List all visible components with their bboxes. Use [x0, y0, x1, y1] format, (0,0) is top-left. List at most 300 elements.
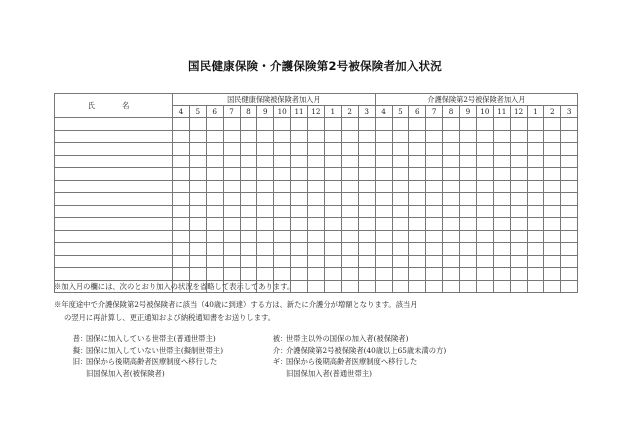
- month-cell: [544, 205, 561, 218]
- month-cell: [476, 143, 493, 156]
- month-cell: [341, 130, 358, 143]
- month-cell: [460, 255, 477, 268]
- month-cell: [257, 168, 274, 181]
- month-cell: [561, 218, 578, 231]
- month-cell: [257, 243, 274, 256]
- month-cell: [443, 218, 460, 231]
- month-cell: [392, 268, 409, 281]
- nhi-month-header: 12: [308, 106, 325, 118]
- month-cell: [426, 168, 443, 181]
- month-cell: [426, 130, 443, 143]
- month-cell: [392, 180, 409, 193]
- month-cell: [223, 205, 240, 218]
- month-cell: [544, 180, 561, 193]
- month-cell: [527, 180, 544, 193]
- month-cell: [173, 130, 190, 143]
- table-header-row-1: [55, 94, 578, 106]
- name-cell: [55, 230, 173, 243]
- month-cell: [257, 180, 274, 193]
- month-cell: [426, 243, 443, 256]
- ltc-month-header: 8: [443, 106, 460, 118]
- month-cell: [443, 205, 460, 218]
- month-cell: [308, 205, 325, 218]
- ltc-month-header: 6: [409, 106, 426, 118]
- month-cell: [341, 205, 358, 218]
- month-cell: [392, 205, 409, 218]
- month-cell: [206, 243, 223, 256]
- month-cell: [510, 243, 527, 256]
- month-cell: [358, 143, 375, 156]
- month-cell: [324, 230, 341, 243]
- month-cell: [308, 130, 325, 143]
- month-cell: [375, 168, 392, 181]
- month-cell: [341, 268, 358, 281]
- month-cell: [527, 155, 544, 168]
- month-cell: [341, 155, 358, 168]
- month-cell: [443, 268, 460, 281]
- month-cell: [274, 155, 291, 168]
- legend-right: [262, 333, 446, 379]
- month-cell: [392, 218, 409, 231]
- month-cell: [206, 168, 223, 181]
- legend-text: 世帯主以外の国保の加入者(被保険者): [286, 334, 409, 343]
- month-cell: [189, 118, 206, 131]
- month-cell: [274, 218, 291, 231]
- month-cell: [460, 230, 477, 243]
- month-cell: [308, 168, 325, 181]
- month-cell: [358, 268, 375, 281]
- month-cell: [189, 268, 206, 281]
- month-cell: [240, 143, 257, 156]
- month-cell: [510, 255, 527, 268]
- month-cell: [493, 193, 510, 206]
- name-column-header: 氏 名: [55, 94, 173, 118]
- month-cell: [240, 218, 257, 231]
- month-cell: [426, 143, 443, 156]
- month-cell: [476, 130, 493, 143]
- month-cell: [493, 255, 510, 268]
- month-cell: [493, 118, 510, 131]
- month-cell: [544, 143, 561, 156]
- month-cell: [443, 230, 460, 243]
- month-cell: [206, 205, 223, 218]
- month-cell: [308, 155, 325, 168]
- month-cell: [527, 168, 544, 181]
- name-cell: [55, 255, 173, 268]
- month-cell: [274, 168, 291, 181]
- month-cell: [493, 268, 510, 281]
- month-cell: [240, 180, 257, 193]
- month-cell: [358, 168, 375, 181]
- month-cell: [223, 143, 240, 156]
- month-cell: [544, 218, 561, 231]
- month-cell: [409, 155, 426, 168]
- month-cell: [544, 168, 561, 181]
- legend-text: 国保に加入している世帯主(普通世帯主): [86, 334, 216, 343]
- name-cell: [55, 205, 173, 218]
- month-cell: [561, 205, 578, 218]
- table-row: [55, 180, 578, 193]
- month-cell: [460, 180, 477, 193]
- legend-key: 普: [72, 334, 80, 343]
- nhi-month-header: 9: [257, 106, 274, 118]
- note-line-2: ※年度途中で介護保険第2号被保険者に該当（40歳に到達）する方は、新たに介護分が増額となります。該当月: [54, 299, 418, 309]
- month-cell: [409, 193, 426, 206]
- ltc-month-header: 5: [392, 106, 409, 118]
- month-cell: [324, 193, 341, 206]
- month-cell: [173, 268, 190, 281]
- month-cell: [358, 243, 375, 256]
- month-cell: [527, 230, 544, 243]
- month-cell: [493, 230, 510, 243]
- month-cell: [173, 205, 190, 218]
- month-cell: [375, 243, 392, 256]
- month-cell: [358, 255, 375, 268]
- month-cell: [493, 143, 510, 156]
- legend-key: 旧: [72, 357, 80, 366]
- month-cell: [426, 268, 443, 281]
- month-cell: [324, 205, 341, 218]
- month-cell: [257, 268, 274, 281]
- month-cell: [460, 155, 477, 168]
- month-cell: [189, 143, 206, 156]
- legend-left: [62, 333, 223, 379]
- month-cell: [561, 143, 578, 156]
- month-cell: [460, 118, 477, 131]
- month-cell: [223, 168, 240, 181]
- legend-key: 被: [272, 334, 280, 343]
- month-cell: [392, 143, 409, 156]
- month-cell: [476, 205, 493, 218]
- month-cell: [493, 205, 510, 218]
- month-cell: [291, 193, 308, 206]
- ltc-group-header: 介護保険第2号被保険者加入月: [375, 94, 578, 106]
- month-cell: [561, 255, 578, 268]
- month-cell: [189, 243, 206, 256]
- month-cell: [291, 230, 308, 243]
- month-cell: [476, 243, 493, 256]
- month-cell: [426, 193, 443, 206]
- month-cell: [257, 205, 274, 218]
- month-cell: [409, 168, 426, 181]
- month-cell: [291, 168, 308, 181]
- month-cell: [544, 130, 561, 143]
- legend-key: 介: [272, 345, 280, 355]
- nhi-month-header: 6: [206, 106, 223, 118]
- month-cell: [341, 243, 358, 256]
- month-cell: [324, 143, 341, 156]
- month-cell: [257, 118, 274, 131]
- month-cell: [409, 268, 426, 281]
- month-cell: [443, 180, 460, 193]
- legend-key: 擬: [72, 345, 80, 355]
- month-cell: [426, 205, 443, 218]
- month-cell: [409, 143, 426, 156]
- table-row: [55, 243, 578, 256]
- nhi-month-header: 4: [173, 106, 190, 118]
- month-cell: [561, 168, 578, 181]
- month-cell: [189, 168, 206, 181]
- month-cell: [527, 118, 544, 131]
- month-cell: [443, 168, 460, 181]
- month-cell: [240, 118, 257, 131]
- ltc-month-header: 7: [426, 106, 443, 118]
- table-row: [55, 143, 578, 156]
- ltc-month-header: 10: [476, 106, 493, 118]
- month-cell: [189, 205, 206, 218]
- month-cell: [291, 143, 308, 156]
- month-cell: [527, 255, 544, 268]
- nhi-month-header: 7: [223, 106, 240, 118]
- month-cell: [460, 193, 477, 206]
- month-cell: [274, 180, 291, 193]
- month-cell: [476, 255, 493, 268]
- month-cell: [291, 205, 308, 218]
- legend-text: 国保に加入していない世帯主(擬制世帯主): [86, 345, 224, 355]
- name-cell: [55, 155, 173, 168]
- month-cell: [527, 193, 544, 206]
- month-cell: [206, 230, 223, 243]
- table-row: [55, 268, 578, 281]
- month-cell: [392, 243, 409, 256]
- month-cell: [476, 155, 493, 168]
- nhi-month-header: 1: [324, 106, 341, 118]
- table-row: [55, 255, 578, 268]
- month-cell: [392, 130, 409, 143]
- legend-text: 国保から後期高齢者医療制度へ移行した: [86, 357, 218, 366]
- month-cell: [527, 205, 544, 218]
- table-row: [55, 155, 578, 168]
- month-cell: [240, 255, 257, 268]
- month-cell: [392, 193, 409, 206]
- month-cell: [426, 218, 443, 231]
- month-cell: [189, 218, 206, 231]
- month-cell: [443, 243, 460, 256]
- month-cell: [324, 118, 341, 131]
- month-cell: [527, 218, 544, 231]
- month-cell: [476, 168, 493, 181]
- month-cell: [493, 218, 510, 231]
- month-cell: [341, 118, 358, 131]
- table-row: [55, 193, 578, 206]
- month-cell: [510, 155, 527, 168]
- ltc-month-header: 1: [527, 106, 544, 118]
- month-cell: [375, 180, 392, 193]
- month-cell: [223, 218, 240, 231]
- legend-text: 介護保険第2号被保険者(40歳以上65歳未満の方): [286, 345, 447, 355]
- nhi-month-header: 8: [240, 106, 257, 118]
- month-cell: [206, 268, 223, 281]
- month-cell: [409, 205, 426, 218]
- month-cell: [173, 118, 190, 131]
- month-cell: [274, 255, 291, 268]
- month-cell: [308, 268, 325, 281]
- month-cell: [173, 193, 190, 206]
- month-cell: [510, 230, 527, 243]
- month-cell: [358, 130, 375, 143]
- month-cell: [392, 155, 409, 168]
- month-cell: [544, 155, 561, 168]
- month-cell: [308, 193, 325, 206]
- month-cell: [426, 155, 443, 168]
- month-cell: [291, 255, 308, 268]
- month-cell: [510, 180, 527, 193]
- legend-item: [62, 356, 223, 368]
- month-cell: [173, 168, 190, 181]
- month-cell: [510, 118, 527, 131]
- month-cell: [240, 130, 257, 143]
- month-cell: [358, 218, 375, 231]
- nhi-group-header: 国民健康保険被保険者加入月: [173, 94, 376, 106]
- month-cell: [274, 130, 291, 143]
- month-cell: [358, 193, 375, 206]
- month-cell: [324, 155, 341, 168]
- month-cell: [223, 230, 240, 243]
- month-cell: [257, 155, 274, 168]
- month-cell: [223, 268, 240, 281]
- month-cell: [460, 168, 477, 181]
- nhi-month-header: 3: [358, 106, 375, 118]
- month-cell: [308, 230, 325, 243]
- month-cell: [257, 130, 274, 143]
- month-cell: [291, 268, 308, 281]
- legend-colon: ：: [80, 334, 88, 343]
- month-cell: [341, 168, 358, 181]
- month-cell: [561, 155, 578, 168]
- legend-text-continued: 旧国保加入者(普通世帯主): [286, 368, 372, 378]
- month-cell: [240, 268, 257, 281]
- table-row: [55, 230, 578, 243]
- month-cell: [324, 180, 341, 193]
- month-cell: [189, 130, 206, 143]
- month-cell: [341, 143, 358, 156]
- month-cell: [375, 205, 392, 218]
- month-cell: [510, 218, 527, 231]
- month-cell: [409, 118, 426, 131]
- month-cell: [544, 243, 561, 256]
- month-cell: [324, 255, 341, 268]
- month-cell: [274, 143, 291, 156]
- name-cell: [55, 243, 173, 256]
- month-cell: [561, 130, 578, 143]
- month-cell: [240, 168, 257, 181]
- month-cell: [527, 268, 544, 281]
- month-cell: [476, 193, 493, 206]
- month-cell: [443, 118, 460, 131]
- month-cell: [341, 230, 358, 243]
- month-cell: [460, 143, 477, 156]
- month-cell: [493, 130, 510, 143]
- month-cell: [527, 243, 544, 256]
- month-cell: [341, 218, 358, 231]
- ltc-month-header: 11: [493, 106, 510, 118]
- month-cell: [493, 168, 510, 181]
- month-cell: [476, 180, 493, 193]
- month-cell: [308, 243, 325, 256]
- month-cell: [223, 155, 240, 168]
- month-cell: [223, 255, 240, 268]
- month-cell: [240, 155, 257, 168]
- notes-section: [54, 280, 614, 325]
- month-cell: [493, 155, 510, 168]
- month-cell: [358, 155, 375, 168]
- month-cell: [460, 218, 477, 231]
- name-cell: [55, 268, 173, 281]
- month-cell: [476, 230, 493, 243]
- month-cell: [173, 255, 190, 268]
- month-cell: [544, 193, 561, 206]
- month-cell: [426, 118, 443, 131]
- month-cell: [291, 180, 308, 193]
- month-cell: [189, 155, 206, 168]
- month-cell: [223, 193, 240, 206]
- month-cell: [460, 268, 477, 281]
- month-cell: [510, 268, 527, 281]
- month-cell: [206, 155, 223, 168]
- month-cell: [426, 180, 443, 193]
- month-cell: [189, 255, 206, 268]
- month-cell: [341, 180, 358, 193]
- month-cell: [206, 255, 223, 268]
- month-cell: [358, 180, 375, 193]
- month-cell: [544, 118, 561, 131]
- note-line-3: の翌月に再計算し、更正通知および納税通知書をお送りします。: [64, 313, 276, 322]
- month-cell: [510, 130, 527, 143]
- month-cell: [375, 230, 392, 243]
- month-cell: [358, 205, 375, 218]
- month-cell: [510, 205, 527, 218]
- month-cell: [493, 180, 510, 193]
- month-cell: [274, 230, 291, 243]
- legend-item: [62, 345, 223, 357]
- month-cell: [561, 243, 578, 256]
- month-cell: [375, 193, 392, 206]
- month-cell: [274, 205, 291, 218]
- month-cell: [223, 243, 240, 256]
- month-cell: [173, 155, 190, 168]
- month-cell: [392, 168, 409, 181]
- month-cell: [240, 230, 257, 243]
- legend-colon: ：: [280, 345, 288, 355]
- month-cell: [341, 255, 358, 268]
- ltc-month-header: 3: [561, 106, 578, 118]
- month-cell: [324, 130, 341, 143]
- month-cell: [443, 255, 460, 268]
- month-cell: [358, 118, 375, 131]
- month-cell: [308, 143, 325, 156]
- month-cell: [206, 130, 223, 143]
- month-cell: [527, 143, 544, 156]
- month-cell: [274, 193, 291, 206]
- legend-text-continued: 旧国保加入者(被保険者): [86, 368, 165, 378]
- month-cell: [257, 218, 274, 231]
- month-cell: [308, 118, 325, 131]
- month-cell: [544, 230, 561, 243]
- nhi-month-header: 10: [274, 106, 291, 118]
- table-row: [55, 205, 578, 218]
- month-cell: [409, 255, 426, 268]
- month-cell: [223, 180, 240, 193]
- month-cell: [308, 255, 325, 268]
- month-cell: [173, 218, 190, 231]
- name-cell: [55, 118, 173, 131]
- ltc-month-header: 9: [460, 106, 477, 118]
- nhi-month-header: 5: [189, 106, 206, 118]
- month-cell: [189, 193, 206, 206]
- month-cell: [324, 168, 341, 181]
- month-cell: [206, 118, 223, 131]
- nhi-month-header: 11: [291, 106, 308, 118]
